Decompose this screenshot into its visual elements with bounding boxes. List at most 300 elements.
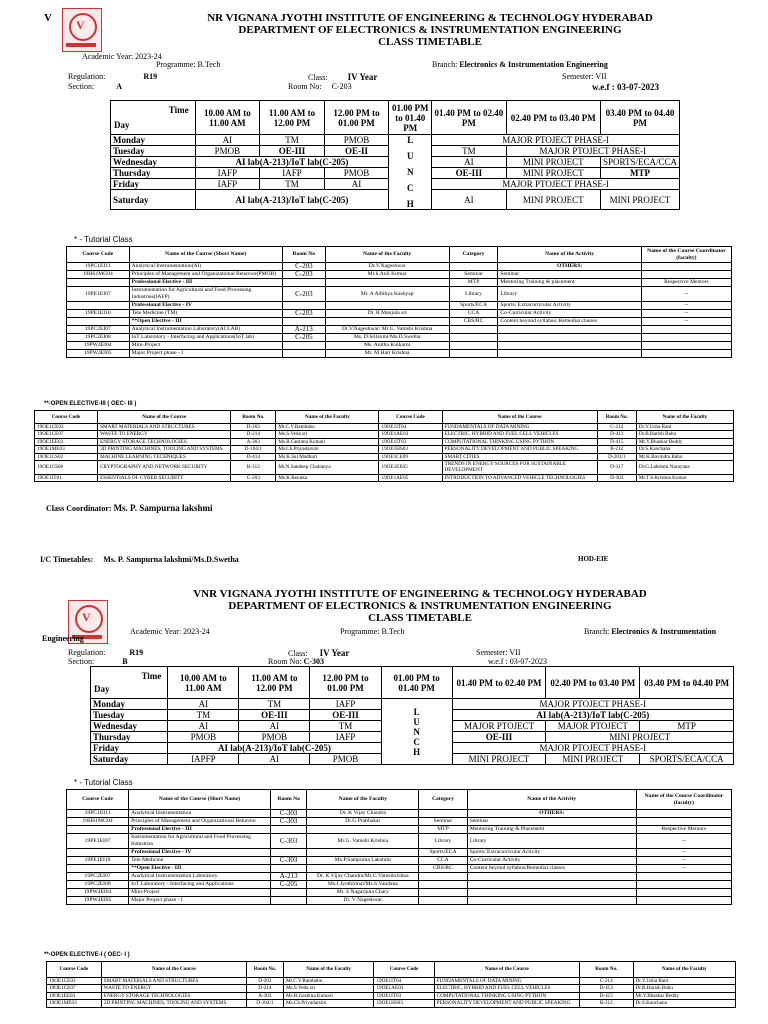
course-faculty: Ms.J.Jyothirmai/Ms.S.Vandana	[307, 881, 419, 889]
oe-cell: D-203/1	[597, 453, 636, 460]
course-cat	[449, 342, 498, 350]
course-room: C-303	[270, 810, 306, 818]
oe-cell: ELECTRIC, HYBRID AND FUEL CELL VEHICLES	[434, 985, 579, 992]
day-monday: Monday	[111, 135, 196, 146]
tutorial-note: * - Tutorial Class	[74, 235, 133, 244]
engineering-label: Engineering	[42, 634, 84, 643]
course-row	[67, 826, 732, 834]
day-saturday: Saturday	[111, 190, 196, 210]
course-coord	[641, 271, 731, 279]
course-coord: --	[636, 849, 731, 857]
col-header: Name of the Faculty	[636, 411, 733, 424]
course-coord	[636, 818, 731, 826]
class-coordinator: Class Coordinator: Ms. P. Sampurna lakshmi	[46, 503, 213, 513]
cell: AI	[195, 135, 260, 146]
course-code: 19PW4EI04	[67, 342, 130, 350]
course-room: C-205	[283, 334, 326, 342]
regulation: Regulation: R19	[68, 648, 144, 657]
oe-row	[35, 474, 734, 481]
academic-year: Academic Year: 2023-24	[82, 52, 162, 61]
course-code	[67, 279, 130, 287]
oe-cell: 19OE1IT03	[374, 992, 434, 999]
oe-row	[35, 424, 734, 431]
course-code	[67, 849, 129, 857]
col-header: Course Code	[67, 790, 129, 810]
course-row	[67, 263, 732, 271]
course-coord	[641, 326, 731, 334]
course-code: 19PC1EI11	[67, 810, 129, 818]
course-faculty: Mr.G. Vamshi Krishna	[307, 834, 419, 849]
slot-1: 10.00 AM to 11.00 AM	[168, 667, 239, 699]
cell: PMOB	[239, 732, 310, 743]
oe-cell: D-415	[580, 992, 634, 999]
course-code: 19PE1EI07	[67, 287, 130, 302]
col-header: Course Code	[379, 411, 442, 424]
course-cat: CCA	[449, 310, 498, 318]
col-header: Name of the Faculty	[307, 790, 419, 810]
cell: MAJOR PTOJECT PHASE-I	[452, 699, 733, 710]
lunch-column: L U N C H	[389, 135, 432, 210]
oe-cell: 19OE1EE03	[47, 992, 102, 999]
course-coord	[641, 334, 731, 342]
time-day-header: Time Day	[91, 667, 168, 699]
oe-cell: SMART CITIES	[442, 453, 597, 460]
oe-cell: Dr.Y.Usha Rani	[633, 978, 736, 985]
oe-title: **-OPEN ELECTIVE-I ( OEC- I )	[44, 952, 130, 958]
open-elective-table-sec2	[46, 961, 736, 1008]
oe-cell: 19OE1AE05	[379, 474, 442, 481]
col-header: Room No	[283, 247, 326, 263]
course-row	[67, 865, 732, 873]
slot-lunch: 01.00 PM to 01.40 PM	[389, 101, 432, 135]
day-thursday: Thursday	[111, 168, 196, 179]
cell: OE-III	[432, 168, 506, 179]
oe-cell: WASTE TO ENERGY	[101, 985, 246, 992]
slot-1: 10.00 AM to 11.00 AM	[195, 101, 260, 135]
tutorial-note: * - Tutorial Class	[74, 778, 133, 787]
course-name: IoT Laboratory - Interfacing and Applications	[129, 881, 271, 889]
course-row	[67, 873, 732, 881]
course-coord	[641, 342, 731, 350]
course-act: Co-Curricular Activity	[498, 310, 641, 318]
course-code: 19HS1MG04	[67, 271, 130, 279]
class: Class: IV Year	[288, 648, 350, 658]
course-act	[467, 889, 636, 897]
oe-cell: 19OE1AE03	[379, 431, 442, 438]
section: Section: A	[68, 82, 122, 91]
course-cat: CCA	[419, 857, 467, 865]
course-faculty	[307, 826, 419, 834]
course-cat	[419, 810, 467, 818]
course-act: Content beyond syllabus/ Remedial classes	[498, 318, 641, 326]
oe-cell: ESSENTIALS OF CYBER SECURITY	[98, 474, 231, 481]
department-title: DEPARTMENT OF ELECTRONICS & INSTRUMENTATION ENGINEERING	[228, 600, 612, 612]
cell: IAFP	[260, 168, 325, 179]
col-header: Name of the Faculty	[633, 962, 736, 978]
cell: TM	[260, 179, 325, 190]
course-act: Sports/ Extracurricular Activity	[498, 302, 641, 310]
oe-cell: Mr.N.Sandeep Chaitanya	[276, 461, 379, 475]
cell: MAJOR PTOJECT	[452, 721, 546, 732]
course-coord	[636, 889, 731, 897]
course-table-sec2	[66, 789, 732, 905]
programme: Programme: B.Tech	[340, 627, 405, 636]
course-cat: Library	[419, 834, 467, 849]
course-row	[67, 271, 732, 279]
oe-cell: Ms.S.Veda sri	[276, 431, 379, 438]
course-row	[67, 810, 732, 818]
oe-cell: 19OE1IT03	[379, 438, 442, 445]
day-wednesday: Wednesday	[111, 157, 196, 168]
course-room	[270, 889, 306, 897]
oe-cell: D-214	[246, 985, 283, 992]
col-header: Room No	[270, 790, 306, 810]
cell: PMOB	[195, 146, 260, 157]
cell: MINI PROJECT	[600, 190, 679, 210]
course-faculty: Ms. Anitha Kulkarni	[325, 342, 449, 350]
course-name: IoT Laboratory - Interfacing and Applications(IoT lab)	[129, 334, 282, 342]
academic-year: Academic Year: 2023-24	[130, 627, 210, 636]
course-coord: --	[641, 302, 731, 310]
oe-cell: Dr.S.Kanchana	[636, 446, 733, 453]
course-faculty: Mr. M Hari Krishna	[325, 350, 449, 358]
oe-cell: CRYPTOGRAPHY AND NETWORK SECURITY	[98, 461, 231, 475]
col-header: Name of the Course (Short Name)	[129, 790, 271, 810]
cell: MINI PROJECT	[546, 732, 734, 743]
oe-cell: INTRODUCTION TO ADVANCED VEHICLE TECHNOLOGIES	[442, 474, 597, 481]
cell: MAJOR PTOJECT PHASE-I	[452, 743, 733, 754]
course-cat	[449, 334, 498, 342]
course-name: Major Project phase - I	[129, 350, 282, 358]
course-coord: --	[636, 865, 731, 873]
oe-cell: B-212	[597, 446, 636, 453]
oe-cell: A-303	[231, 438, 276, 445]
course-faculty	[325, 279, 449, 287]
oe-cell: D-104/1	[246, 1000, 283, 1007]
cell: AI	[239, 754, 310, 765]
course-row	[67, 310, 732, 318]
course-row	[67, 279, 732, 287]
oe-cell: FUNDAMENTALS OF DATA MINING	[434, 978, 579, 985]
timetable-grid-sec1	[110, 100, 680, 210]
course-act: Co-Curricular Activity	[467, 857, 636, 865]
oe-cell: 19OE1CE07	[35, 431, 98, 438]
cell: AI	[432, 157, 506, 168]
col-header: Name of the Course	[101, 962, 246, 978]
oe-title: **-OPEN ELECTIVE-III ( OEC- III )	[44, 401, 137, 407]
col-header: Course Code	[67, 247, 130, 263]
col-header: Category	[449, 247, 498, 263]
course-code: 19PC2EI08	[67, 334, 130, 342]
course-room	[270, 897, 306, 905]
cell: TM	[260, 135, 325, 146]
course-row	[67, 881, 732, 889]
cell: AI lab(A-213)/IoT lab(C-205)	[195, 190, 389, 210]
slot-7: 03.40 PM to 04.40 PM	[600, 101, 679, 135]
course-faculty: Dr. R Manjula sri	[325, 310, 449, 318]
oe-row	[47, 978, 736, 985]
course-coord	[636, 881, 731, 889]
course-faculty	[325, 318, 449, 326]
cell: TM	[310, 721, 381, 732]
corner-marker: V	[44, 12, 52, 24]
course-code: 19HS1MG04	[67, 818, 129, 826]
cell: TM	[432, 146, 506, 157]
cell: SPORTS/ECA/CCA	[600, 157, 679, 168]
col-header: Name of the Course	[442, 411, 597, 424]
course-room: C-205	[270, 881, 306, 889]
course-name: Mini-Project	[129, 342, 282, 350]
course-room: C-203	[283, 287, 326, 302]
course-coord	[636, 897, 731, 905]
oe-cell: 19OE1HS03	[379, 446, 442, 453]
course-name: Tele Medicine	[129, 857, 271, 865]
course-faculty: Dr.V.Nageshwar/ Mr.G. Vamshi Krishna	[325, 326, 449, 334]
course-coord: --	[641, 318, 731, 326]
course-cat: CBS/RC	[419, 865, 467, 873]
oe-row	[47, 1000, 736, 1007]
course-act	[467, 873, 636, 881]
course-room	[270, 826, 306, 834]
oe-cell: 19OE1ME03	[35, 446, 98, 453]
oe-cell: MACHINE LEARNING TECHNIQUES	[98, 453, 231, 460]
slot-6: 02.40 PM to 03.40 PM	[546, 667, 640, 699]
course-room: C-303	[270, 834, 306, 849]
course-row	[67, 834, 732, 849]
oe-cell: D-303	[597, 474, 636, 481]
course-coord: Respective Mentors	[641, 279, 731, 287]
cell: AI	[324, 179, 389, 190]
cell: IAPFP	[168, 754, 239, 765]
cell: MINI PROJECT	[506, 157, 600, 168]
course-row	[67, 318, 732, 326]
oe-cell: Ms.R.Geshma Kumari	[283, 992, 374, 999]
cell: MAJOR PTOJECT PHASE-I	[432, 179, 680, 190]
institute-logo: V	[62, 8, 102, 52]
institute-title: NR VIGNANA JYOTHI INSTITUTE OF ENGINEERING & TECHNOLOGY HYDERABAD	[207, 12, 653, 24]
course-code: 19PW4EI05	[67, 350, 130, 358]
cell: IAFP	[195, 168, 260, 179]
course-faculty: Dr.G.Prabhakar	[307, 818, 419, 826]
cell: PMOB	[324, 135, 389, 146]
course-code: 19PC2EI08	[67, 881, 129, 889]
course-faculty: Dr. K Vijay Chandra/Mr.G.Vamsikrishna	[307, 873, 419, 881]
course-act	[498, 350, 641, 358]
course-coord	[641, 263, 731, 271]
course-act: Library	[498, 287, 641, 302]
course-name: Principles of Management and Organizational Behavior(PMOB)	[129, 271, 282, 279]
institute-title: VNR VIGNANA JYOTHI INSTITUTE OF ENGINEERING & TECHNOLOGY HYDERABAD	[193, 588, 647, 600]
cell: MAJOR PTOJECT PHASE-I	[432, 135, 680, 146]
course-row	[67, 857, 732, 865]
hod-signature: HOD-EIE	[578, 555, 609, 563]
course-name: Mini-Project	[129, 889, 271, 897]
oe-cell: 19OE1IT04	[379, 424, 442, 431]
course-act: OTHERS:	[467, 810, 636, 818]
oe-cell: D-104/1	[231, 446, 276, 453]
wef-date: w.e.f : 03-07-2023	[488, 657, 548, 666]
course-code: 19PW4EI04	[67, 889, 129, 897]
oe-cell: D-214	[231, 431, 276, 438]
course-room: C-203	[283, 310, 326, 318]
course-row	[67, 342, 732, 350]
col-header: Room No.	[246, 962, 283, 978]
regulation: Regulation: R19	[68, 72, 158, 81]
col-header: Name of the Activity	[498, 247, 641, 263]
course-name: Professional Elective - IV	[129, 849, 271, 857]
cell: MAJOR PTOJECT PHASE-I	[506, 146, 679, 157]
oe-cell: D-202	[231, 424, 276, 431]
cell: TM	[239, 699, 310, 710]
oe-cell: PERSONALITY DEVELOPMENT AND PUBLIC SPEAKING	[442, 446, 597, 453]
col-header: Name of the Course Coordinator (faculty)	[641, 247, 731, 263]
day-friday: Friday	[91, 743, 168, 754]
oe-cell: 19OE1IT04	[374, 978, 434, 985]
course-name: Instrumentation for Agricultural and Food Processing Industries(IAFP)	[129, 287, 282, 302]
course-name: Professional Elective - IV	[129, 302, 282, 310]
course-act	[498, 326, 641, 334]
course-row	[67, 287, 732, 302]
col-header: Room No.	[580, 962, 634, 978]
cell: PMOB	[310, 754, 381, 765]
course-cat	[419, 897, 467, 905]
oe-cell: 3D PRINTING MACHINES, TOOLING AND SYSTEMS	[98, 446, 231, 453]
cell: IAFP	[310, 699, 381, 710]
cell: AI	[432, 190, 506, 210]
course-cat	[449, 326, 498, 334]
oe-cell: D-415	[597, 438, 636, 445]
course-faculty	[325, 302, 449, 310]
slot-3: 12.00 PM to 01.00 PM	[324, 101, 389, 135]
cell: AI lab(A-213)/IoT lab(C-205)	[195, 157, 389, 168]
course-name: Tele Medicine (TM)	[129, 310, 282, 318]
course-coord: Respective Mentors	[636, 826, 731, 834]
course-name: Professional Elective - III	[129, 826, 271, 834]
course-faculty: Mr. A Adithya Kashyap	[325, 287, 449, 302]
cell: OE-III	[310, 710, 381, 721]
course-code	[67, 865, 129, 873]
slot-6: 02.40 PM to 03.40 PM	[506, 101, 600, 135]
course-name: Instrumentation for Agricultural and Food Processing Industries	[129, 834, 271, 849]
course-row	[67, 350, 732, 358]
cell: AI lab(A-213)/IoT lab(C-205)	[452, 710, 733, 721]
course-act: OTHERS:	[498, 263, 641, 271]
room-no: Room No: C-203	[288, 82, 352, 91]
course-cat	[449, 350, 498, 358]
oe-cell: A-303	[246, 992, 283, 999]
course-act: Library	[467, 834, 636, 849]
oe-cell: Dr.Y.Usha Rani	[636, 424, 733, 431]
wef-date: w.e.f : 03-07-2023	[592, 82, 659, 92]
course-name: **Open Elective - III	[129, 865, 271, 873]
col-header: Name of the Course	[98, 411, 231, 424]
semester: Semester: VII	[562, 72, 607, 81]
col-header: Category	[419, 790, 467, 810]
timetable-title: CLASS TIMETABLE	[378, 36, 482, 48]
course-row	[67, 889, 732, 897]
branch: Branch: Electronics & Instrumentation Engineering	[432, 60, 608, 69]
oe-cell: D-414	[231, 453, 276, 460]
course-code: 19PC2EI07	[67, 873, 129, 881]
cell: PMOB	[168, 732, 239, 743]
oe-cell: Mr.T.S.Krishna Kumar	[636, 474, 733, 481]
col-header: Course Code	[35, 411, 98, 424]
cell: MAJOR PTOJECT	[546, 721, 640, 732]
oe-cell: Dr.S.Kanchana	[633, 1000, 736, 1007]
course-room	[283, 350, 326, 358]
course-room: C-303	[270, 818, 306, 826]
open-elective-table-sec1	[34, 410, 734, 482]
lunch-column: L U N C H	[381, 699, 452, 765]
course-code	[67, 826, 129, 834]
cell: MINI PROJECT	[506, 190, 600, 210]
oe-cell: Ms.Ch.Priyadarsini	[283, 1000, 374, 1007]
course-name: Analytical Instrumentation Laboratory	[129, 873, 271, 881]
course-room: C-203	[283, 263, 326, 271]
course-name: Major Project phase - I	[129, 897, 271, 905]
day-tuesday: Tuesday	[111, 146, 196, 157]
oe-cell: Mr.C.V.Rambabu	[276, 424, 379, 431]
oe-cell: SMART MATERIALS AND STRUCTURES	[101, 978, 246, 985]
oe-cell: 19OE1CS02	[35, 453, 98, 460]
oe-cell: Dr.G.Lakshmi Narayana	[636, 461, 733, 475]
course-name: **Open Elective - III	[129, 318, 282, 326]
course-act: Mentoring Training & Placement	[467, 826, 636, 834]
course-room: C-203	[283, 271, 326, 279]
ic-timetables: I/C Timetables: Ms. P. Sampurna lakshmi/Ms.D.Swetha	[40, 555, 239, 564]
oe-cell: C-203	[231, 474, 276, 481]
course-row	[67, 302, 732, 310]
oe-cell: Dr.B.Harish Babu	[636, 431, 733, 438]
cell: MINI PROJECT	[546, 754, 640, 765]
course-room	[283, 279, 326, 287]
oe-cell: 3D PRINTING MACHINES, TOOLING AND SYSTEMS	[101, 1000, 246, 1007]
course-faculty: Mr. S Nagarjuna Chary	[307, 889, 419, 897]
course-cat: CBS/RC	[449, 318, 498, 326]
col-header: Name of the Faculty	[283, 962, 374, 978]
oe-cell: WASTE TO ENERGY	[98, 431, 231, 438]
oe-cell: FUNDAMENTALS OF DATA MINING	[442, 424, 597, 431]
course-act: Seminar	[467, 818, 636, 826]
cell: OE-III	[260, 146, 325, 157]
cell: OE-II	[324, 146, 389, 157]
oe-cell: 19OE1EE05	[379, 461, 442, 475]
timetable-grid-sec2	[90, 666, 734, 765]
course-cat	[419, 881, 467, 889]
cell: MINI PROJECT	[452, 754, 546, 765]
oe-cell: Mr.Y.Bhaskar Reddy	[633, 992, 736, 999]
day-friday: Friday	[111, 179, 196, 190]
header-sec2	[140, 588, 700, 624]
course-row	[67, 818, 732, 826]
oe-cell: C-214	[580, 978, 634, 985]
oe-cell: B-212	[580, 1000, 634, 1007]
cell: MTP	[640, 721, 734, 732]
class: Class: IV Year	[308, 72, 378, 82]
course-cat	[419, 889, 467, 897]
oe-cell: C-214	[597, 424, 636, 431]
course-faculty: Dr. K Vijay Chandra	[307, 810, 419, 818]
col-header: Room No.	[597, 411, 636, 424]
course-coord: --	[641, 310, 731, 318]
oe-cell: Ms.S.Veda sri	[283, 985, 374, 992]
course-row	[67, 326, 732, 334]
course-cat: MTP	[419, 826, 467, 834]
slot-2: 11.00 AM to 12.00 PM	[239, 667, 310, 699]
cell: IAFP	[195, 179, 260, 190]
oe-cell: Dr.B.Harish Babu	[633, 985, 736, 992]
course-code: 19PC1EI11	[67, 263, 130, 271]
